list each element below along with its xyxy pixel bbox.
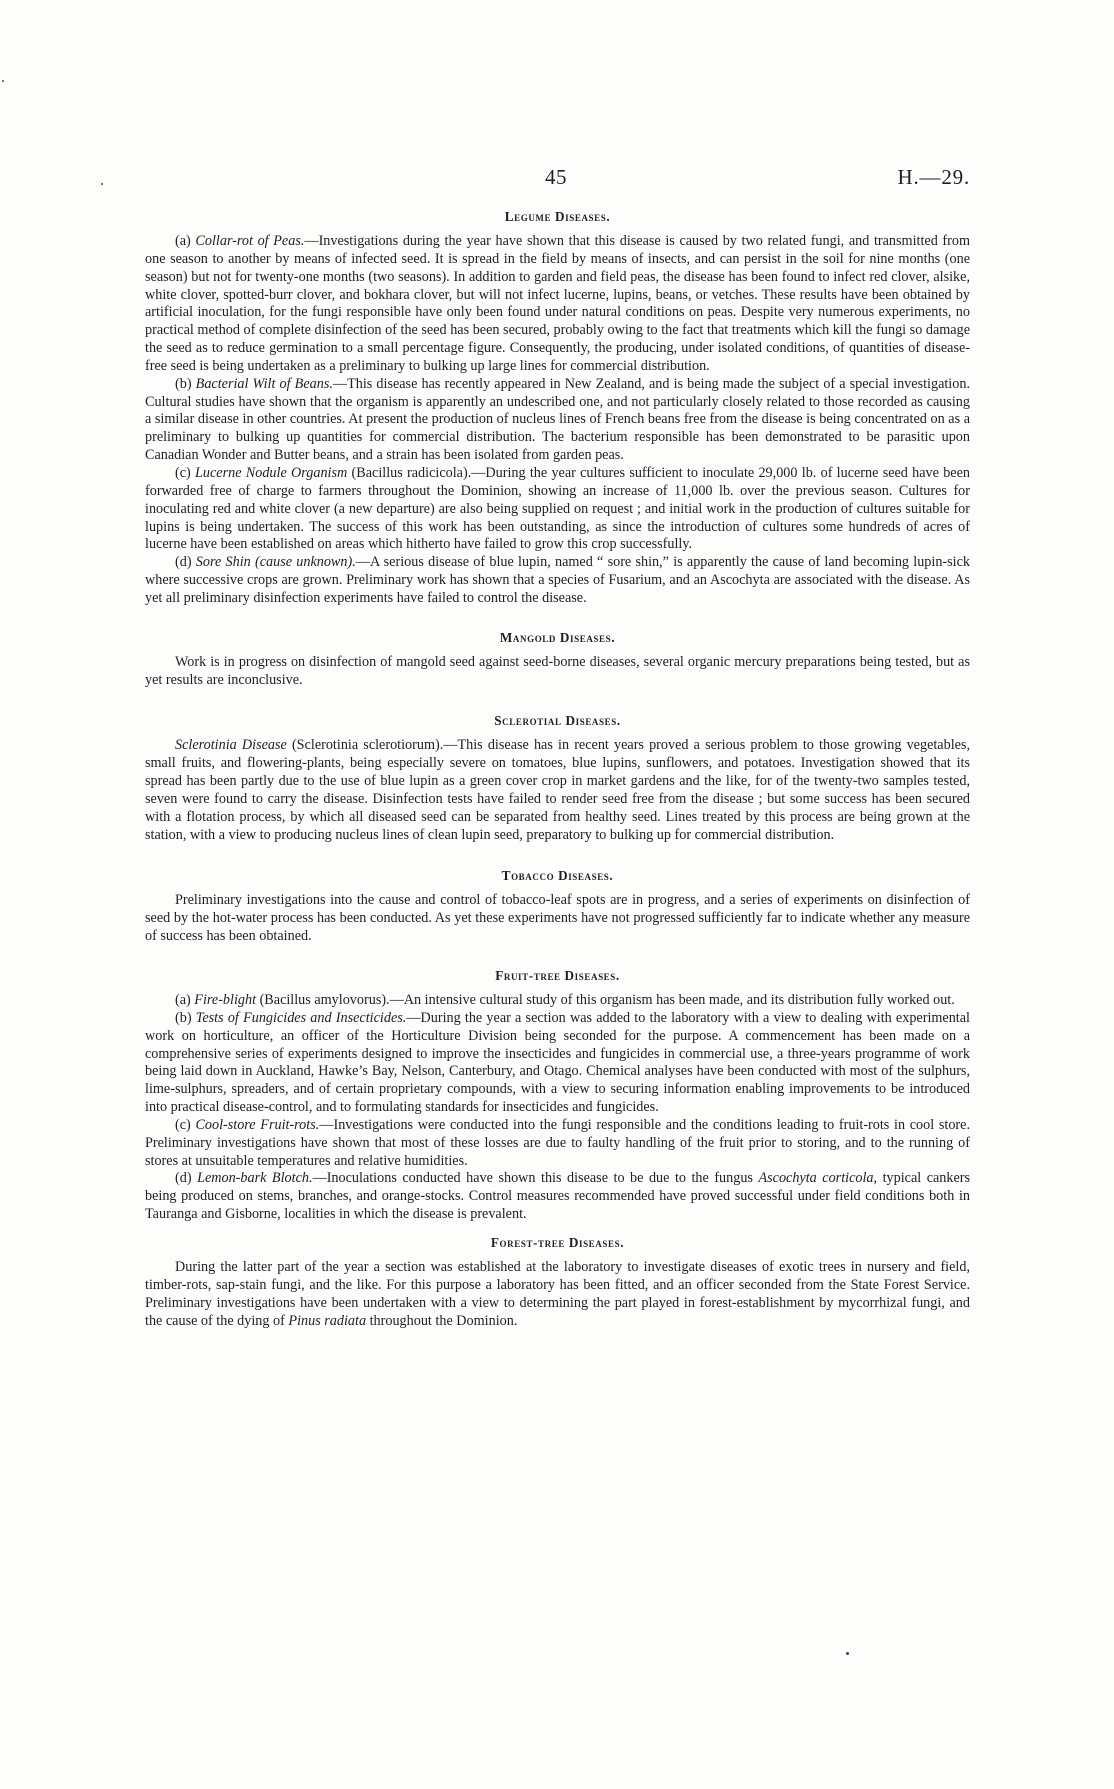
item-label: (b) [175,375,196,392]
species-name: Ascochyta corticola [758,1170,874,1187]
paragraph-text: —Inoculations conducted have shown this disease to be due to the fungus [312,1170,759,1187]
species-name: Pinus radiata [288,1312,367,1329]
section-heading: Forest-tree Diseases. [490,1234,625,1250]
paragraph-text: —A serious disease of blue lupin, named “ sore shin,” is apparently the cause of land becoming lupin-sick where successive crops are grown. Preliminary work has shown that a species of Fusarium, and an Ascochyta are associated with the disease. As yet all preliminary disinfection experiments have failed to control the disease. [145,554,971,606]
paragraph-text: (Sclerotinia sclerotiorum).—This disease has in recent years proved a serious problem to those growing vegetables, small fruits, and flowering-plants, being especially severe on tomatoes, blue lupins, sunflowers, and potatoes. Investigation showed that its spread has been partly due to the use of blue lupin as a green cover crop in market gardens and the like, for of the twenty-two samples tested, seven were found to carry the disease. Disinfection tests have failed to render seed free from the disease ; but some success has been secured with a flotation process, by which all diseased seed can be separated from healthy seed. Lines treated by this process are being grown at the station, with a view to producing nucleus lines of clean lupin seed, preparatory to bulking up for commercial distribution. [145,737,971,843]
paragraph-text: , typical cankers being produced on stems, branches, and orange-stocks. Control measures recommended have proved successful under field conditions both in Tauranga and Gisborne, localities in which the disease is prevalent. [145,1170,971,1223]
paragraph-lucerne-nodule [145,465,970,554]
paragraph-fungicides-insecticides [145,1010,970,1117]
page-number: 45 [545,165,567,189]
page-body [145,209,970,1330]
item-title: Collar-rot of Peas. [195,233,305,249]
paragraph-text: (Bacillus radicicola).—During the year cultures sufficient to inoculate 29,000 lb. of lucerne seed have been forwarded free of charge to farmers throughout the Dominion, showing an increase of 11,000 lb. over the previous season. Cultures for inoculating red and white clover (a new departure) are also being supplied on request ; and initial work in the production of cultures suitable for lupins is being undertaken. The success of this work has been outstanding, as since the introduction of cultures some hundreds of acres of lucerne have been established on areas which hitherto have failed to grow this crop successfully. [145,464,970,553]
section-mangold-diseases [145,630,970,690]
section-sclerotial-diseases [145,713,970,844]
item-label: (d) [175,554,196,571]
paragraph-mangold [145,654,970,690]
page-header [145,165,970,195]
item-label: (b) [175,1009,196,1026]
item-label: (d) [175,1170,198,1187]
paragraph-tobacco [145,892,970,946]
paragraph-cool-store [145,1117,970,1171]
paragraph-text: —During the year a section was added to the laboratory with a view to dealing with experimental work on horticulture, an officer of the Horticulture Division being seconded for the purpose. A commencement has been made on a comprehensive series of experiments designed to improve the insecticides and fungicides in commercial use, a three-years programme of work being laid down in Auckland, Hawke’s Bay, Nelson, Canterbury, and Otago. Chemical analyses have been conducted with most of the sulphurs, lime-sulphurs, spreaders, and of certain proprietary compounds, with a view to securing information enabling improvements to be introduced into practical disease-control, and to formulating standards for insecticides and fungicides. [145,1009,970,1116]
item-title: Fire-blight [194,992,257,1008]
item-title: Tests of Fungicides and Insecticides. [195,1009,407,1026]
section-tobacco-diseases [145,868,970,946]
paragraph-text: Work is in progress on disinfection of mangold seed against seed-borne diseases, several organic mercury preparations being tested, but as yet results are inconclusive. [145,653,970,688]
section-heading: Fruit-tree Diseases. [495,968,620,983]
section-heading: Sclerotial Diseases. [494,713,621,729]
section-heading: Tobacco Diseases. [501,868,614,884]
section-forest-tree-diseases [145,1235,970,1330]
paragraph-fire-blight [145,992,970,1010]
document-reference: H.—29. [897,165,970,189]
item-label: (a) [175,992,195,1008]
paragraph-text: During the latter part of the year a section was established at the laboratory to investigate diseases of exotic trees in nursery and field, timber-rots, sap-stain fungi, and the like. For this purpose a laboratory has been fitted, and an officer seconded from the State Forest Service. Preliminary investigations have been undertaken with a view to determining the part played in forest-establishment by mycorrhizal fungi, and the cause of the dying of [145,1258,970,1329]
scan-speck [846,1652,849,1655]
item-label: (a) [175,233,196,249]
item-title: Lemon-bark Blotch. [197,1170,313,1187]
paragraph-bacterial-wilt [145,376,970,465]
section-fruit-tree-diseases [145,968,970,1224]
paragraph-text: (Bacillus amylovorus).—An intensive cultural study of this organism has been made, and its distribution fully worked out. [256,992,955,1008]
paragraph-lemon-bark [145,1170,970,1224]
paragraph-text: throughout the Dominion. [366,1312,518,1329]
paragraph-text: —This disease has recently appeared in New Zealand, and is being made the subject of a special investigation. Cultural studies have shown that the organism is apparently an undescribed one, and not particularly closely related to those recorded as causing a similar disease in other countries. At present the production of nucleus lines of French beans free from the disease is being concentrated on as a preliminary to bulking up quantities for commercial distribution. The bacterium responsible has been demonstrated to be parasitic upon Canadian Wonder and Butter beans, and a strain has been isolated from garden peas. [145,375,970,464]
section-heading: Mangold Diseases. [499,629,616,645]
paragraph-sclerotinia [145,737,970,844]
paragraph-text: Preliminary investigations into the cause and control of tobacco-leaf spots are in progress, and a series of experiments on disinfection of seed by the hot-water process has been conducted. As yet these experiments have not progressed sufficiently far to indicate whether any measure of success has been obtained. [145,892,970,945]
paragraph-collar-rot [145,233,970,376]
item-label: (c) [175,1116,196,1133]
item-title: Bacterial Wilt of Beans. [195,375,333,392]
item-title: Cool-store Fruit-rots. [195,1116,320,1133]
scan-speck [101,183,103,185]
paragraph-sore-shin [145,554,970,608]
paragraph-text: —Investigations during the year have shown that this disease is caused by two related fungi, and transmitted from one season to another by means of infected seed. It is spread in the field by means of insects, and can persist in the soil for nine months (one season) but not for twenty-one months (two seasons). In addition to garden and field peas, the disease has been found to infect red clover, alsike, white clover, spotted-burr clover, and bokhara clover, but will not infect lucerne, lupins, beans, or vetches. These results have been obtained by artificial inoculation, for the fungi responsible have only been found under natural conditions on peas. Despite very numerous experiments, no practical method of complete disinfection of the seed has been secured, probably owing to the fact that treatments which kill the fungi so damage the seed as to reduce germination to a small percentage figure. Consequently, the producing, under isolated conditions, of quantities of disease-free seed is being undertaken as a preliminary to bulking up large lines for commercial distribution. [145,233,971,374]
item-label: (c) [175,464,196,481]
section-heading: Legume Diseases. [504,209,611,224]
paragraph-text: —Investigations were conducted into the fungi responsible and the conditions leading to fruit-rots in cool store. Preliminary investigations have shown that most of these losses are due to faulty handling of the fruit prior to storing, and to the running of stores at unsuitable temperatures and relative humidities. [145,1116,970,1169]
scan-speck [2,80,4,82]
item-title: Lucerne Nodule Organism [195,464,348,481]
item-title: Sore Shin (cause unknown). [195,554,356,571]
paragraph-forest [145,1259,970,1330]
section-legume-diseases [145,209,970,608]
item-title: Sclerotinia Disease [175,737,287,754]
